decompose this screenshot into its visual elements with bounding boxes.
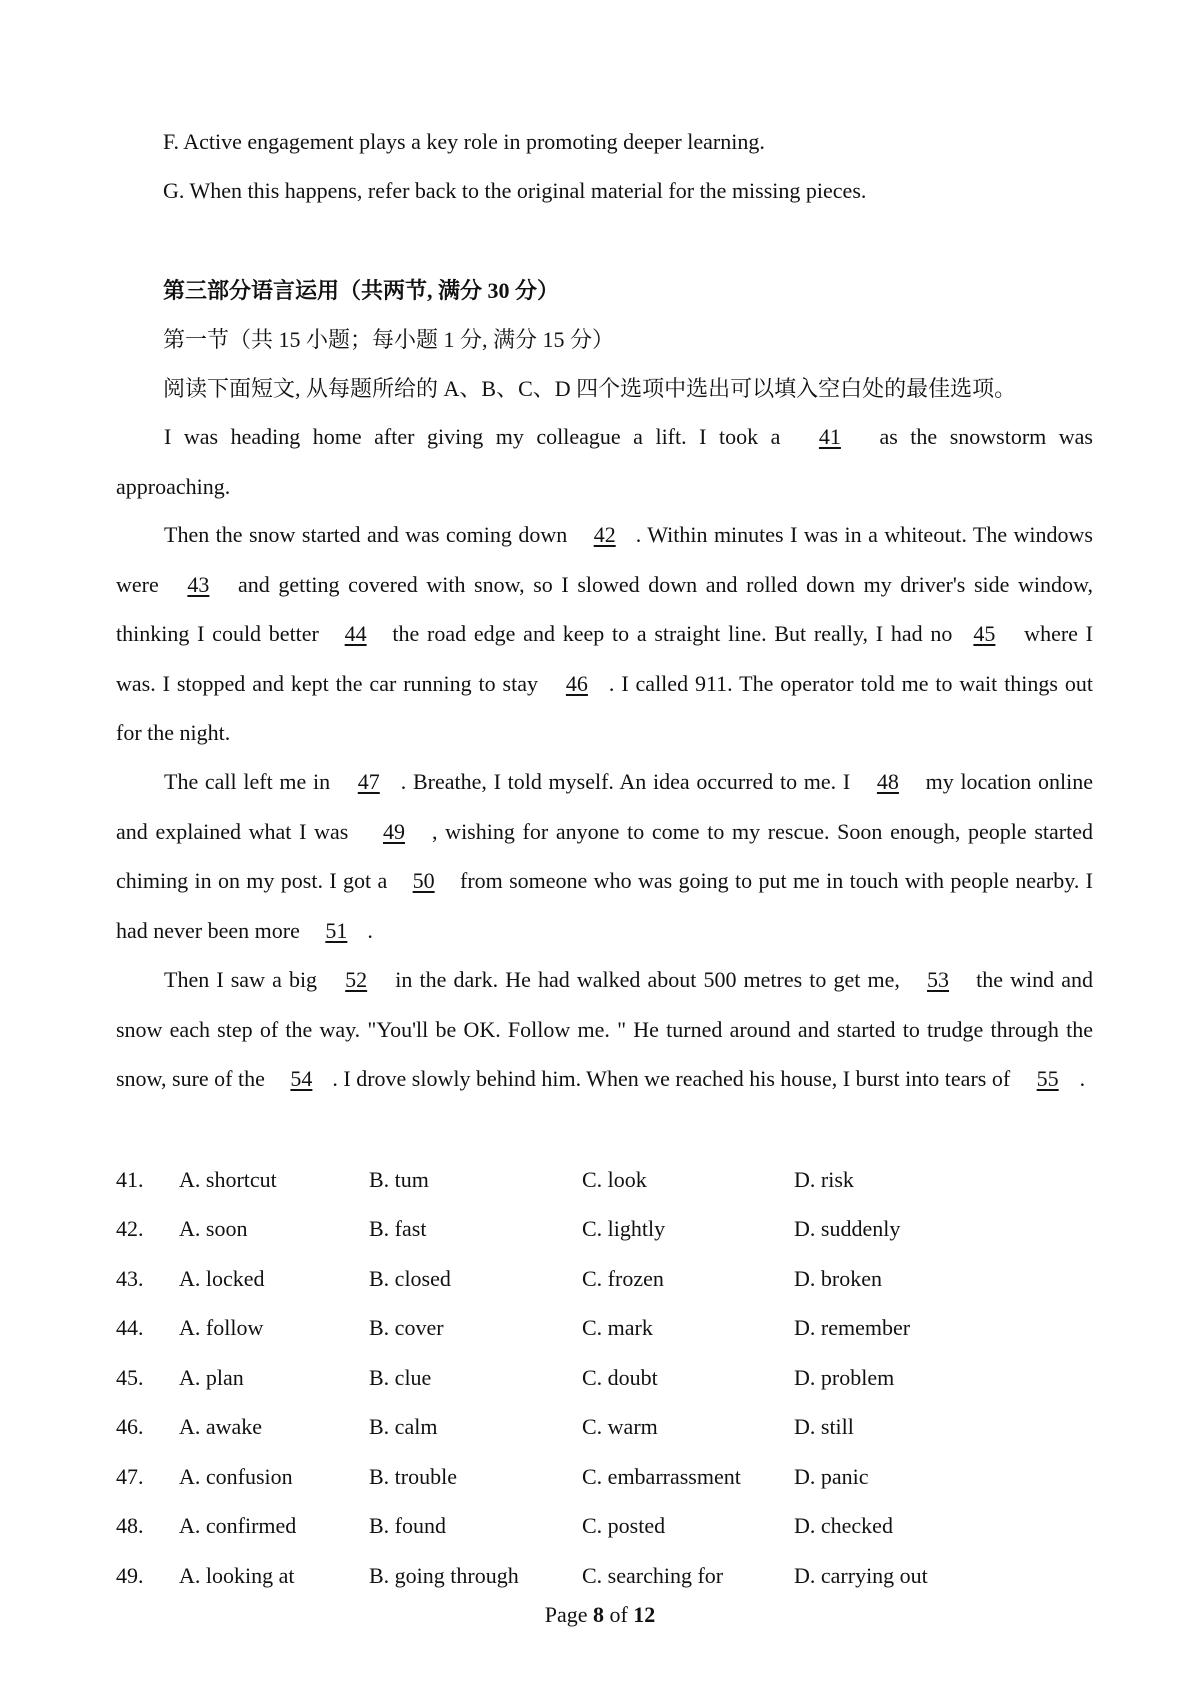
choice-d: D. carrying out <box>794 1563 928 1588</box>
choice-b: B. fast <box>369 1216 427 1241</box>
blank-54: 54 <box>290 1066 313 1091</box>
question-number: 41. <box>116 1167 144 1192</box>
choice-a: A. confusion <box>179 1464 293 1489</box>
choice-c: C. posted <box>582 1513 666 1538</box>
blank-46: 46 <box>565 670 588 696</box>
question-row-49 <box>116 1561 1016 1591</box>
question-row-47 <box>116 1462 1016 1492</box>
choice-b: B. cover <box>369 1315 444 1340</box>
blank-43: 43 <box>187 571 210 597</box>
passage-paragraph-3: The call left me in 47 . Breathe, I told myself. An idea occurred to me. I 48 my location online and explained what I was 49 , wishing for anyone to come to my rescue. Soon enough, people started chiming in on my post. I got a 50 from someone who was going to put me in touch with people nearby. I had never been more 51 . <box>116 757 1093 955</box>
choice-a: A. shortcut <box>179 1167 277 1192</box>
choice-b: B. tum <box>369 1167 429 1192</box>
total-pages: 12 <box>633 1602 656 1627</box>
choice-d: D. checked <box>794 1513 893 1538</box>
choice-a: A. awake <box>179 1414 263 1439</box>
blank-44: 44 <box>344 621 367 646</box>
page-footer: Page 8 of 12 <box>544 1602 656 1627</box>
choice-c: C. searching for <box>582 1563 724 1588</box>
blank-48: 48 <box>876 769 899 794</box>
choice-a: A. looking at <box>179 1563 295 1588</box>
question-row-43 <box>116 1264 1016 1294</box>
choice-c: C. look <box>582 1167 647 1192</box>
blank-53: 53 <box>927 967 950 992</box>
choice-a: A. follow <box>179 1315 264 1340</box>
question-row-44 <box>116 1313 1016 1343</box>
blank-49: 49 <box>383 818 405 844</box>
choice-b: B. going through <box>369 1563 519 1588</box>
choice-c: C. doubt <box>582 1365 658 1390</box>
choice-a: A. confirmed <box>179 1513 297 1538</box>
blank-51: 51 <box>325 917 348 943</box>
choice-b: B. clue <box>369 1365 432 1390</box>
choice-d: D. risk <box>794 1167 854 1192</box>
question-row-46 <box>116 1412 1016 1442</box>
choice-b: B. found <box>369 1513 446 1538</box>
question-row-42 <box>116 1214 1016 1244</box>
question-number: 47. <box>116 1464 144 1489</box>
choice-b: B. closed <box>369 1266 451 1291</box>
question-number: 48. <box>116 1513 144 1538</box>
blank-55: 55 <box>1036 1066 1059 1091</box>
question-number: 45. <box>116 1365 144 1390</box>
blank-52: 52 <box>345 967 368 992</box>
choice-d: D. broken <box>794 1266 882 1291</box>
passage-paragraph-1: I was heading home after giving my colleague a lift. I took a 41 as the snowstorm was approaching. <box>116 412 1093 511</box>
question-number: 46. <box>116 1414 144 1439</box>
question-number: 49. <box>116 1563 144 1588</box>
choice-b: B. trouble <box>369 1464 457 1489</box>
instructions: 阅读下面短文, 从每题所给的 A、B、C、D 四个选项中选出可以填入空白处的最佳选项。 <box>163 376 1017 401</box>
choice-b: B. calm <box>369 1414 438 1439</box>
blank-50: 50 <box>412 868 435 893</box>
choice-a: A. plan <box>179 1365 244 1390</box>
choice-d: D. remember <box>794 1315 911 1340</box>
choice-d: D. panic <box>794 1464 869 1489</box>
question-row-45 <box>116 1363 1016 1393</box>
question-row-48 <box>116 1511 1016 1541</box>
choice-c: C. mark <box>582 1315 653 1340</box>
question-number: 43. <box>116 1266 144 1291</box>
subsection-heading: 第一节（共 15 小题；每小题 1 分, 满分 15 分） <box>163 327 615 352</box>
blank-41: 41 <box>818 424 841 449</box>
blank-45: 45 <box>973 621 996 646</box>
option-f: F. Active engagement plays a key role in promoting deeper learning. <box>163 129 765 154</box>
blank-42: 42 <box>593 522 616 547</box>
choice-d: D. suddenly <box>794 1216 901 1241</box>
choice-c: C. embarrassment <box>582 1464 741 1489</box>
choice-a: A. locked <box>179 1266 265 1291</box>
passage-paragraph-2: Then the snow started and was coming down 42 . Within minutes I was in a whiteout. The windows were 43 and getting covered with snow, so I slowed down and rolled down my driver's side window, thinking I could better 44 the road edge and keep to a straight line. But really, I had no 45 where I was. I stopped and kept the car running to stay 46 . I called 911. The operator told me to wait things out for the night. <box>116 510 1093 758</box>
question-number: 42. <box>116 1216 144 1241</box>
choice-c: C. warm <box>582 1414 658 1439</box>
question-number: 44. <box>116 1315 144 1340</box>
option-g: G. When this happens, refer back to the original material for the missing pieces. <box>163 178 867 203</box>
choice-a: A. soon <box>179 1216 248 1241</box>
section-heading: 第三部分语言运用（共两节, 满分 30 分） <box>163 278 560 303</box>
blank-47: 47 <box>357 769 380 794</box>
choice-d: D. problem <box>794 1365 895 1390</box>
choice-c: C. lightly <box>582 1216 666 1241</box>
passage-paragraph-4: Then I saw a big 52 in the dark. He had walked about 500 metres to get me, 53 the wind and snow each step of the way. "You'll be OK. Follow me. " He turned around and started to trudge through the snow, sure of the 54 . I drove slowly behind him. When we reached his house, I burst into tears of 55 . <box>116 955 1093 1104</box>
choice-c: C. frozen <box>582 1266 664 1291</box>
current-page-number: 8 <box>592 1602 604 1627</box>
choice-d: D. still <box>794 1414 854 1439</box>
question-row-41 <box>116 1165 1016 1195</box>
